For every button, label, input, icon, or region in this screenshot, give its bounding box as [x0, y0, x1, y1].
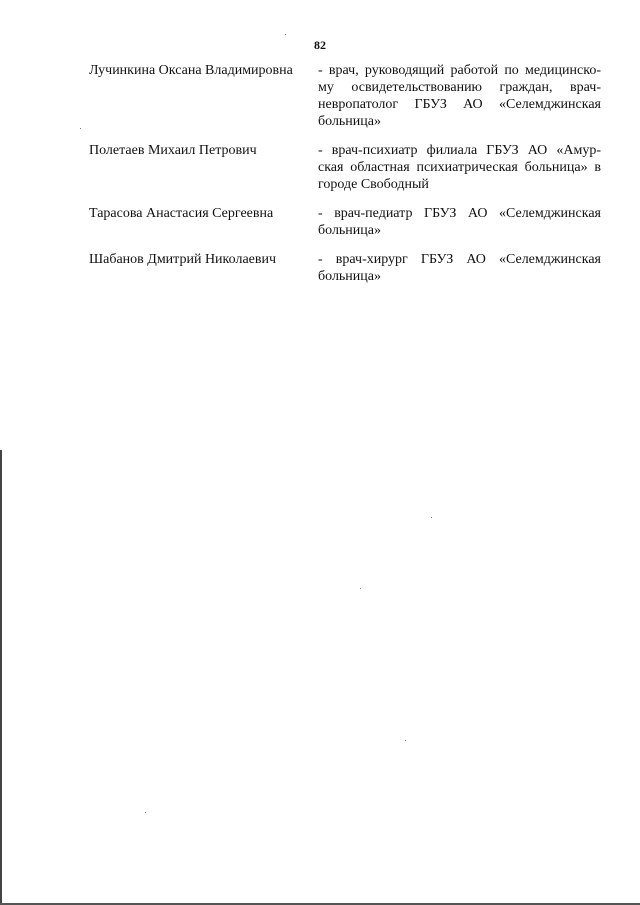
- person-description: [318, 142, 601, 193]
- person-description: [318, 205, 601, 239]
- person-name: Лучинкина Оксана Владимировна: [89, 63, 293, 78]
- description-line: городе Свободный: [318, 177, 429, 192]
- person-name: Тарасова Анастасия Сергеевна: [89, 206, 274, 221]
- person-description: [318, 62, 601, 130]
- scan-speck: [80, 128, 81, 129]
- description-line: - врач-хирург ГБУЗ АО «Селемджинская: [318, 252, 601, 267]
- person-name: Полетаев Михаил Петрович: [89, 143, 257, 158]
- list-item: [89, 205, 601, 239]
- list-item: [89, 251, 601, 285]
- description-line: му освидетельствованию граждан, врач-: [318, 80, 601, 95]
- scan-speck: [405, 740, 406, 741]
- description-line: больница»: [318, 269, 381, 284]
- description-line: невропатолог ГБУЗ АО «Селемджинская: [318, 97, 601, 112]
- description-line: - врач-педиатр ГБУЗ АО «Селемджинская: [318, 206, 601, 221]
- description-line: ская областная психиатрическая больница» в: [318, 160, 601, 175]
- scan-speck: [360, 588, 361, 589]
- description-line: - врач-психиатр филиала ГБУЗ АО «Амур-: [318, 143, 601, 158]
- description-line: больница»: [318, 223, 381, 238]
- personnel-list: [89, 62, 601, 297]
- description-line: - врач, руководящий работой по медицинско-: [318, 63, 601, 78]
- scan-speck: [145, 812, 146, 813]
- scan-speck: [285, 34, 286, 35]
- page-number: 82: [314, 38, 326, 52]
- person-description: [318, 251, 601, 285]
- description-line: больница»: [318, 114, 381, 129]
- scan-speck: [431, 517, 432, 518]
- scan-edge: [0, 450, 2, 905]
- person-name: Шабанов Дмитрий Николаевич: [89, 252, 277, 267]
- list-item: [89, 62, 601, 130]
- list-item: [89, 142, 601, 193]
